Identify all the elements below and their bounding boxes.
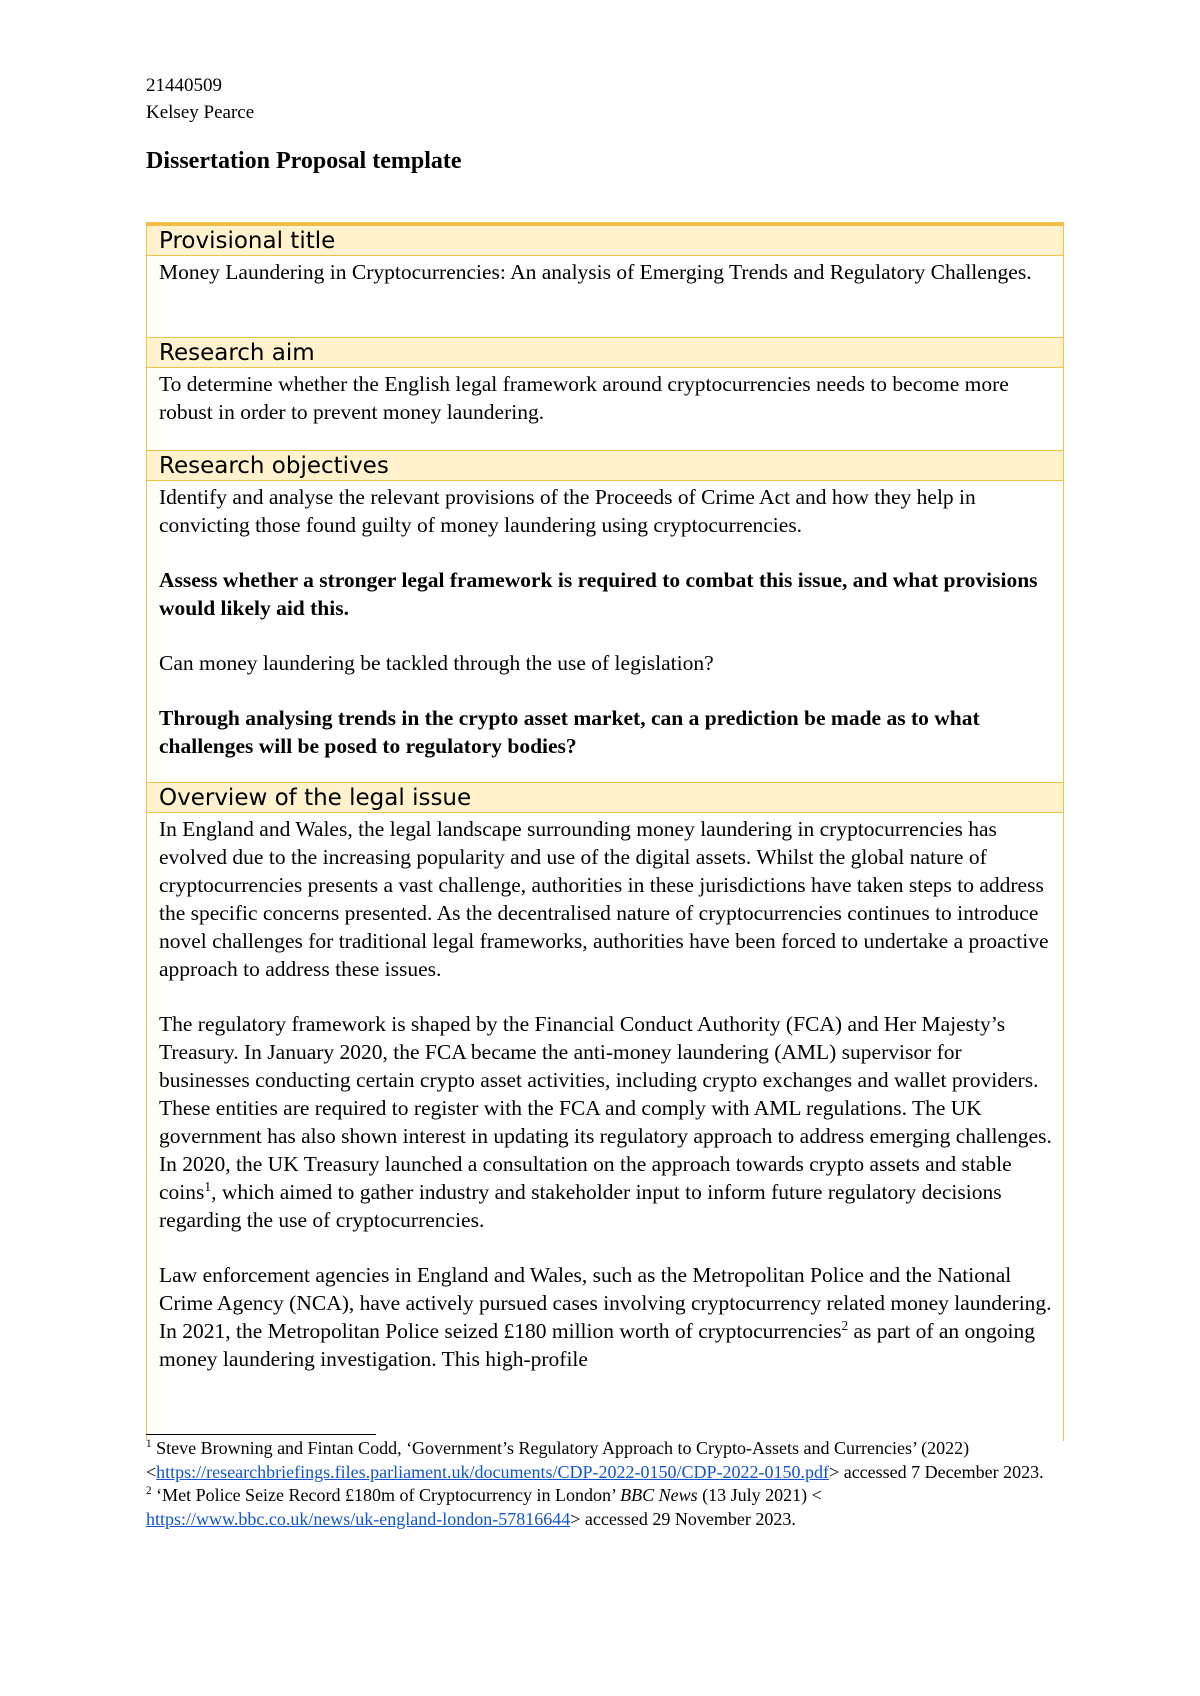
footnote-text: ‘Met Police Seize Record £180m of Cryptocurrency in London’ [151, 1485, 621, 1505]
overview-text: The regulatory framework is shaped by the Financial Conduct Authority (FCA) and Her Majesty’s Treasury. In January 2020, the FCA became the anti-money laundering (AML) supervisor for businesses conducting certain crypto asset activities, including crypto exchanges and wallet providers. These entities are required to register with the FCA and comply with AML regulations. The UK government has also shown interest in updating its regulatory approach to address emerging challenges. In 2020, the UK Treasury launched a consultation on the approach towards crypto assets and stable coins [159, 1012, 1052, 1204]
objective-item: Identify and analyse the relevant provisions of the Proceeds of Crime Act and how they help in convicting those found guilty of money laundering using cryptocurrencies. [159, 485, 976, 537]
section-heading-research-objectives: Research objectives [147, 451, 1063, 481]
objective-item: Can money laundering be tackled through the use of legislation? [159, 651, 714, 675]
footnote-number: 1 [146, 1438, 152, 1450]
section-body-research-objectives [147, 481, 1063, 783]
document-title: Dissertation Proposal template [146, 148, 462, 174]
footnote-link[interactable]: https://www.bbc.co.uk/news/uk-england-london-57816644 [146, 1508, 571, 1529]
overview-text: , which aimed to gather industry and stakeholder input to inform future regulatory decisions regarding the use of cryptocurrencies. [159, 1180, 1002, 1232]
footnote-2 [146, 1484, 1064, 1531]
footnote-reference[interactable]: 1 [204, 1178, 212, 1194]
proposal-table [146, 222, 1064, 1441]
footnote-text: > accessed 29 November 2023. [570, 1508, 796, 1529]
footnote-number: 2 [146, 1485, 152, 1497]
section-body-provisional-title [147, 256, 1063, 338]
footnote-text: Steve Browning and Fintan Codd, ‘Government’s Regulatory Approach to Crypto-Assets and Currencies’ (2022) < [146, 1438, 970, 1482]
section-heading-overview: Overview of the legal issue [147, 783, 1063, 813]
overview-paragraph [159, 1010, 1055, 1234]
section-heading-provisional-title: Provisional title [147, 223, 1063, 256]
section-heading-research-aim: Research aim [147, 338, 1063, 368]
objective-item: Assess whether a stronger legal framework is required to combat this issue, and what provisions would likely aid this. [159, 568, 1038, 620]
footnote-text: > accessed 7 December 2023. [829, 1461, 1044, 1482]
overview-text: as part of an ongoing money laundering investigation. This high-profile [159, 1319, 1036, 1371]
student-id: 21440509 [146, 75, 222, 96]
footnote-1 [146, 1437, 1064, 1484]
provisional-title-text: Money Laundering in Cryptocurrencies: An analysis of Emerging Trends and Regulatory Challenges. [159, 260, 1032, 284]
section-body-overview [147, 813, 1063, 1441]
footnote-link[interactable]: https://researchbriefings.files.parliament.uk/documents/CDP-2022-0150/CDP-2022-0150.pdf [156, 1461, 830, 1482]
overview-text: Law enforcement agencies in England and Wales, such as the Metropolitan Police and the National Crime Agency (NCA), have actively pursued cases involving cryptocurrency related money laundering. In 2021, the Metropolitan Police seized £180 million worth of cryptocurrencies [159, 1263, 1052, 1343]
section-body-research-aim [147, 368, 1063, 451]
footnote-text: (13 July 2021) < [697, 1485, 822, 1505]
student-name: Kelsey Pearce [146, 102, 255, 123]
research-aim-text: To determine whether the English legal framework around cryptocurrencies needs to become more robust in order to prevent money laundering. [159, 372, 1009, 424]
footnote-separator [146, 1434, 376, 1435]
footnotes [146, 1437, 1064, 1531]
footnote-reference[interactable]: 2 [841, 1317, 849, 1333]
objective-item: Through analysing trends in the crypto asset market, can a prediction be made as to what challenges will be posed to regulatory bodies? [159, 706, 980, 758]
document-header [146, 72, 254, 126]
overview-paragraph [159, 1261, 1055, 1373]
footnote-source: BBC News [620, 1485, 698, 1505]
overview-paragraph: In England and Wales, the legal landscape surrounding money laundering in cryptocurrencies has evolved due to the increasing popularity and use of the digital assets. Whilst the global nature of cryptocurrencies presents a vast challenge, authorities in these jurisdictions have taken steps to address the specific concerns presented. As the decentralised nature of cryptocurrencies continues to introduce novel challenges for traditional legal frameworks, authorities have been forced to undertake a proactive approach to address these issues. [159, 817, 1049, 981]
